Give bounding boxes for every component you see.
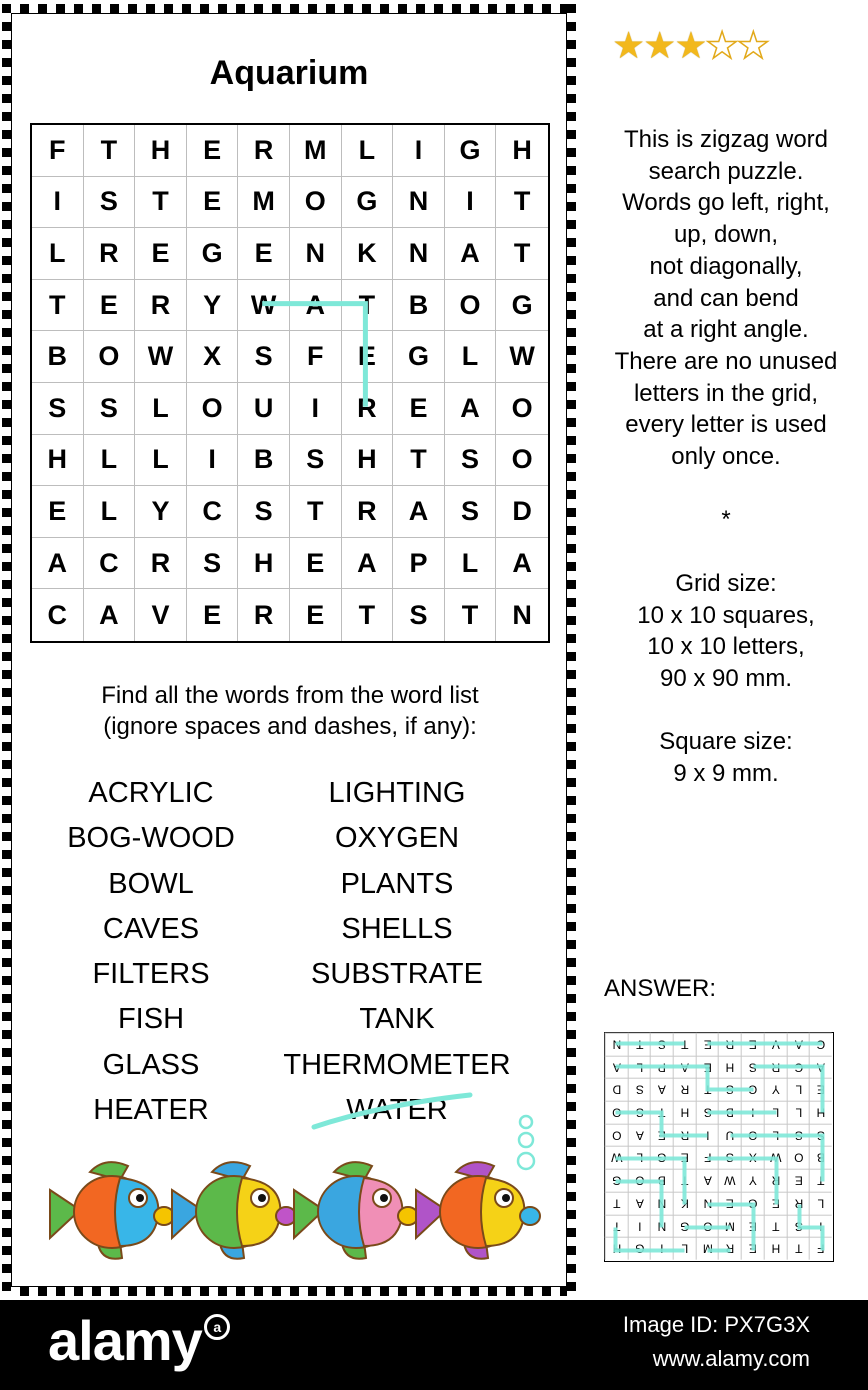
answer-cell: I	[650, 1237, 673, 1260]
grid-row	[32, 435, 548, 487]
grid-cell: P	[393, 538, 445, 590]
answer-cell: N	[605, 1033, 628, 1056]
answer-cell: T	[605, 1192, 628, 1215]
grid-cell: Y	[187, 280, 239, 332]
answer-cell: M	[696, 1237, 719, 1260]
grid-cell: S	[445, 435, 497, 487]
grid-cell: M	[238, 177, 290, 229]
answer-cell: L	[628, 1146, 651, 1169]
grid-cell: S	[84, 383, 136, 435]
answer-cell: L	[787, 1078, 810, 1101]
rules-line: 90 x 90 mm.	[659, 664, 793, 692]
word-list-left	[21, 771, 281, 1133]
grid-cell: O	[496, 383, 548, 435]
grid-cell: S	[238, 486, 290, 538]
instructions-line-2: (ignore spaces and dashes, if any):	[103, 713, 477, 740]
rules-line: at a right angle.	[643, 316, 809, 344]
answer-cell: F	[809, 1237, 832, 1260]
answer-cell: E	[741, 1033, 764, 1056]
answer-cell: G	[650, 1146, 673, 1169]
answer-cell: A	[605, 1056, 628, 1079]
answer-cell: S	[718, 1146, 741, 1169]
answer-cell: A	[809, 1056, 832, 1079]
answer-cell: E	[673, 1146, 696, 1169]
grid-row	[32, 177, 548, 229]
answer-row	[605, 1237, 833, 1260]
answer-cell: T	[673, 1169, 696, 1192]
star-filled-icon: ★	[612, 25, 644, 66]
fish-lips	[520, 1207, 540, 1225]
answer-cell: I	[741, 1101, 764, 1124]
grid-cell: A	[496, 538, 548, 590]
rules-line	[588, 695, 864, 727]
answer-cell: T	[787, 1237, 810, 1260]
grid-cell: N	[512, 599, 532, 630]
answer-cell: O	[628, 1169, 651, 1192]
grid-cell: U	[238, 383, 290, 435]
answer-cell: A	[628, 1124, 651, 1147]
rules-line: Words go left, right,	[622, 189, 830, 217]
grid-cell: A	[445, 228, 497, 280]
answer-cell: E	[696, 1056, 719, 1079]
bubble-icon	[519, 1133, 533, 1147]
answer-cell: E	[764, 1192, 787, 1215]
rules-line: Square size:	[659, 728, 793, 756]
rules-line	[588, 536, 864, 568]
rules-line: This is zigzag word	[623, 126, 829, 153]
grid-cell: T	[290, 486, 342, 538]
answer-cell: O	[787, 1146, 810, 1169]
grid-cell: E	[32, 486, 84, 538]
grid-cell: H	[496, 125, 548, 177]
grid-cell: T	[445, 589, 497, 641]
answer-cell: R	[787, 1192, 810, 1215]
word-list-item: TANK	[359, 1003, 435, 1036]
answer-cell: A	[628, 1192, 651, 1215]
grid-cell: A	[290, 280, 342, 332]
grid-cell: W	[496, 331, 548, 383]
answer-cell: O	[605, 1101, 628, 1124]
grid-cell: L	[342, 125, 394, 177]
answer-cell: H	[673, 1101, 696, 1124]
grid-cell: E	[187, 125, 239, 177]
grid-cell: T	[393, 435, 445, 487]
answer-cell: R	[718, 1237, 741, 1260]
word-list-item: THERMOMETER	[283, 1048, 511, 1081]
grid-cell: S	[290, 435, 342, 487]
fish-1	[50, 1162, 174, 1259]
answer-cell: W	[718, 1169, 741, 1192]
answer-cell: S	[696, 1101, 719, 1124]
grid-cell: T	[496, 228, 548, 280]
answer-cell: P	[650, 1056, 673, 1079]
grid-cell: E	[187, 589, 239, 641]
grid-cell: T	[496, 177, 548, 229]
answer-cell: B	[718, 1101, 741, 1124]
answer-cell: G	[628, 1237, 651, 1260]
rules-line: up, down,	[673, 221, 779, 249]
word-list-item: FISH	[117, 1003, 185, 1036]
rules-line: 10 x 10 letters,	[647, 633, 805, 661]
answer-cell: G	[741, 1192, 764, 1215]
answer-cell: Y	[764, 1078, 787, 1101]
grid-cell: H	[135, 125, 187, 177]
fish-illustration	[40, 1110, 560, 1270]
answer-cell: O	[605, 1124, 628, 1147]
answer-row	[605, 1192, 833, 1215]
grid-cell: O	[84, 331, 136, 383]
answer-cell: N	[650, 1192, 673, 1215]
grid-cell: E	[84, 280, 136, 332]
bubble-icon	[518, 1153, 534, 1169]
grid-cell: T	[135, 177, 187, 229]
answer-cell: H	[764, 1237, 787, 1260]
grid-cell: H	[32, 435, 84, 487]
grid-cell: S	[84, 177, 136, 229]
star-filled-icon: ★	[643, 25, 675, 66]
answer-cell: L	[764, 1124, 787, 1147]
answer-cell: T	[809, 1169, 832, 1192]
grid-cell: S	[393, 589, 445, 641]
answer-cell: R	[764, 1169, 787, 1192]
word-list-item: WATER	[346, 1094, 448, 1127]
grid-cell: L	[445, 538, 497, 590]
grid-cell: Y	[135, 486, 187, 538]
answer-row	[605, 1078, 833, 1101]
grid-cell: L	[135, 383, 187, 435]
word-list-right	[267, 771, 527, 1133]
alamy-logo	[48, 1308, 230, 1373]
answer-row	[605, 1169, 833, 1192]
logo-text: alamy	[48, 1309, 202, 1372]
grid-cell: A	[393, 486, 445, 538]
grid-row	[32, 486, 548, 538]
grid-cell: M	[290, 125, 342, 177]
answer-cell: A	[787, 1033, 810, 1056]
rules-line: 9 x 9 mm.	[673, 760, 779, 788]
answer-cell: I	[628, 1215, 651, 1238]
alamy-a-badge-icon: a	[204, 1314, 230, 1340]
answer-cell: C	[809, 1033, 832, 1056]
rules-line: 10 x 10 squares,	[637, 601, 815, 629]
rules-line: and can bend	[653, 284, 799, 312]
answer-cell: N	[696, 1192, 719, 1215]
grid-cell: C	[32, 589, 84, 641]
grid-cell: E	[187, 177, 239, 229]
answer-cell: M	[718, 1215, 741, 1238]
grid-cell: G	[496, 280, 548, 332]
answer-cell: S	[787, 1215, 810, 1238]
answer-row	[605, 1101, 833, 1124]
grid-cell: E	[238, 228, 290, 280]
answer-cell: L	[628, 1056, 651, 1079]
fish-2	[172, 1162, 296, 1259]
rules-line: letters in the grid,	[633, 379, 819, 407]
answer-cell: L	[764, 1101, 787, 1124]
grid-cell: B	[393, 280, 445, 332]
fish-4	[416, 1162, 540, 1259]
grid-cell: G	[445, 125, 497, 177]
grid-cell: R	[342, 486, 394, 538]
grid-row	[32, 228, 548, 280]
grid-cell: S	[32, 383, 84, 435]
answer-cell: L	[673, 1237, 696, 1260]
answer-cell: A	[650, 1078, 673, 1101]
grid-cell: R	[135, 538, 187, 590]
grid-cell: C	[84, 538, 136, 590]
fish-pupil	[136, 1194, 144, 1202]
answer-cell: R	[718, 1033, 741, 1056]
rules-line: every letter is used	[625, 411, 827, 439]
grid-cell: S	[187, 538, 239, 590]
answer-row	[605, 1146, 833, 1169]
answer-cell: W	[605, 1146, 628, 1169]
grid-cell: L	[84, 486, 136, 538]
grid-cell: B	[32, 331, 84, 383]
answer-cell: W	[764, 1146, 787, 1169]
rules-line: *	[721, 506, 731, 534]
rules-line: search puzzle.	[648, 157, 804, 185]
grid-cell: F	[290, 331, 342, 383]
grid-cell: L	[445, 331, 497, 383]
checkered-border-bottom	[2, 1287, 576, 1296]
rules-line	[588, 473, 864, 505]
grid-cell: A	[84, 589, 136, 641]
answer-cell: A	[696, 1169, 719, 1192]
answer-cell: C	[741, 1078, 764, 1101]
checkered-border-right	[567, 4, 576, 1296]
answer-cell: T	[605, 1215, 628, 1238]
word-list-item: LIGHTING	[328, 777, 466, 809]
answer-cell: V	[764, 1033, 787, 1056]
word-list-item: BOWL	[108, 867, 194, 900]
fish-pupil	[502, 1194, 510, 1202]
answer-cell: I	[696, 1124, 719, 1147]
star-filled-icon: ★	[674, 25, 706, 66]
rules-line: not diagonally,	[649, 252, 803, 280]
grid-cell: L	[135, 435, 187, 487]
answer-cell: L	[787, 1101, 810, 1124]
difficulty-rating	[612, 24, 768, 67]
answer-cell: A	[673, 1056, 696, 1079]
answer-cell: S	[741, 1056, 764, 1079]
answer-cell: F	[696, 1146, 719, 1169]
fish-pupil	[258, 1194, 266, 1202]
grid-cell: G	[187, 228, 239, 280]
grid-cell: L	[32, 228, 84, 280]
answer-cell: S	[628, 1078, 651, 1101]
answer-cell: D	[605, 1078, 628, 1101]
grid-cell: E	[393, 383, 445, 435]
grid-cell: R	[342, 383, 394, 435]
grid-cell: I	[393, 125, 445, 177]
answer-cell: U	[718, 1124, 741, 1147]
grid-cell: T	[342, 280, 394, 332]
word-list-item: BOG-WOOD	[67, 822, 235, 855]
grid-cell: T	[32, 280, 84, 332]
answer-cell: R	[673, 1078, 696, 1101]
answer-row	[605, 1215, 833, 1238]
fish-3	[294, 1162, 418, 1259]
answer-cell: T	[764, 1215, 787, 1238]
grid-cell: A	[342, 538, 394, 590]
grid-cell: B	[238, 435, 290, 487]
image-id: Image ID: PX7G3X	[622, 1312, 810, 1337]
grid-cell: T	[84, 125, 136, 177]
word-list-item: SUBSTRATE	[311, 958, 483, 991]
answer-cell: L	[809, 1192, 832, 1215]
puzzle-rules	[588, 124, 864, 790]
answer-cell: E	[650, 1124, 673, 1147]
grid-cell: W	[135, 331, 187, 383]
grid-cell: O	[496, 435, 548, 487]
grid-cell: I	[290, 383, 342, 435]
answer-cell: S	[718, 1078, 741, 1101]
answer-grid	[604, 1032, 834, 1262]
answer-row	[605, 1033, 833, 1056]
answer-cell: T	[628, 1033, 651, 1056]
fish-pupil	[380, 1194, 388, 1202]
answer-cell: T	[650, 1101, 673, 1124]
grid-cell: W	[238, 280, 290, 332]
grid-row	[32, 125, 548, 177]
grid-cell: K	[342, 228, 394, 280]
answer-cell: E	[741, 1215, 764, 1238]
instructions-line-1: Find all the words from the word list	[101, 682, 479, 709]
grid-row	[32, 538, 548, 590]
puzzle-title: Aquarium	[209, 54, 369, 92]
answer-cell: S	[628, 1101, 651, 1124]
answer-cell: S	[650, 1033, 673, 1056]
grid-cell: F	[32, 125, 84, 177]
answer-cell: H	[605, 1237, 628, 1260]
grid-cell: V	[135, 589, 187, 641]
grid-row	[32, 589, 548, 641]
answer-cell: S	[787, 1124, 810, 1147]
word-list-item: HEATER	[93, 1094, 209, 1127]
star-empty-icon: ★	[736, 25, 768, 66]
grid-cell: S	[445, 486, 497, 538]
word-list-item: CAVES	[102, 912, 200, 945]
answer-cell: E	[741, 1237, 764, 1260]
answer-label: ANSWER:	[604, 975, 717, 1002]
grid-cell: D	[496, 486, 548, 538]
grid-cell: E	[135, 228, 187, 280]
grid-cell: C	[187, 486, 239, 538]
grid-cell: O	[290, 177, 342, 229]
grid-cell: A	[445, 383, 497, 435]
answer-cell: G	[605, 1169, 628, 1192]
answer-cell: G	[673, 1215, 696, 1238]
answer-cell: R	[764, 1056, 787, 1079]
answer-cell: E	[787, 1169, 810, 1192]
grid-cell: H	[342, 435, 394, 487]
bubble-icon	[520, 1116, 532, 1128]
checkered-border-left	[2, 4, 11, 1296]
grid-cell: A	[32, 538, 84, 590]
answer-cell: C	[787, 1056, 810, 1079]
grid-cell: I	[445, 177, 497, 229]
answer-cell: B	[650, 1169, 673, 1192]
grid-cell: H	[238, 538, 290, 590]
answer-cell: E	[696, 1033, 719, 1056]
grid-cell: O	[187, 383, 239, 435]
answer-cell: Y	[741, 1169, 764, 1192]
answer-cell: H	[718, 1056, 741, 1079]
answer-row	[605, 1056, 833, 1079]
grid-cell: G	[393, 331, 445, 383]
word-list-item: FILTERS	[92, 958, 210, 991]
grid-cell: G	[342, 177, 394, 229]
site-url: www.alamy.com	[652, 1346, 810, 1371]
word-list-item: OXYGEN	[334, 822, 460, 855]
word-list-item: PLANTS	[340, 867, 454, 900]
word-list-item: SHELLS	[341, 912, 453, 945]
answer-cell: E	[809, 1078, 832, 1101]
answer-cell: B	[809, 1146, 832, 1169]
grid-cell: R	[238, 589, 290, 641]
checkered-border-top	[2, 4, 576, 13]
word-list-item: ACRYLIC	[88, 777, 214, 809]
grid-cell: L	[84, 435, 136, 487]
star-empty-icon: ★	[705, 25, 737, 66]
grid-row	[32, 331, 548, 383]
answer-cell: T	[673, 1033, 696, 1056]
grid-cell: I	[32, 177, 84, 229]
grid-cell: R	[84, 228, 136, 280]
answer-cell: O	[696, 1215, 719, 1238]
letter-grid	[30, 123, 550, 643]
grid-cell: N	[393, 228, 445, 280]
grid-cell: R	[238, 125, 290, 177]
answer-cell: H	[809, 1101, 832, 1124]
grid-cell: X	[187, 331, 239, 383]
grid-cell: S	[238, 331, 290, 383]
grid-cell: E	[290, 538, 342, 590]
grid-cell: E	[342, 331, 394, 383]
grid-cell: R	[135, 280, 187, 332]
grid-cell: E	[290, 589, 342, 641]
answer-cell: O	[741, 1124, 764, 1147]
grid-cell: O	[445, 280, 497, 332]
grid-cell: N	[393, 177, 445, 229]
answer-cell: N	[650, 1215, 673, 1238]
answer-cell: I	[809, 1215, 832, 1238]
answer-cell: T	[696, 1078, 719, 1101]
answer-cell: X	[741, 1146, 764, 1169]
instructions	[30, 680, 550, 742]
answer-cell: S	[809, 1124, 832, 1147]
answer-row	[605, 1124, 833, 1147]
grid-cell: I	[187, 435, 239, 487]
answer-cell: K	[673, 1192, 696, 1215]
rules-line: only once.	[671, 443, 781, 471]
answer-cell: E	[718, 1192, 741, 1215]
stock-footer	[0, 1300, 868, 1390]
rules-line: Grid size:	[675, 569, 777, 597]
grid-cell: T	[342, 589, 394, 641]
rules-line: There are no unused	[614, 347, 838, 375]
grid-row	[32, 280, 548, 332]
word-list-item: GLASS	[102, 1048, 200, 1081]
grid-row	[32, 383, 548, 435]
grid-cell: N	[290, 228, 342, 280]
answer-cell: R	[673, 1124, 696, 1147]
